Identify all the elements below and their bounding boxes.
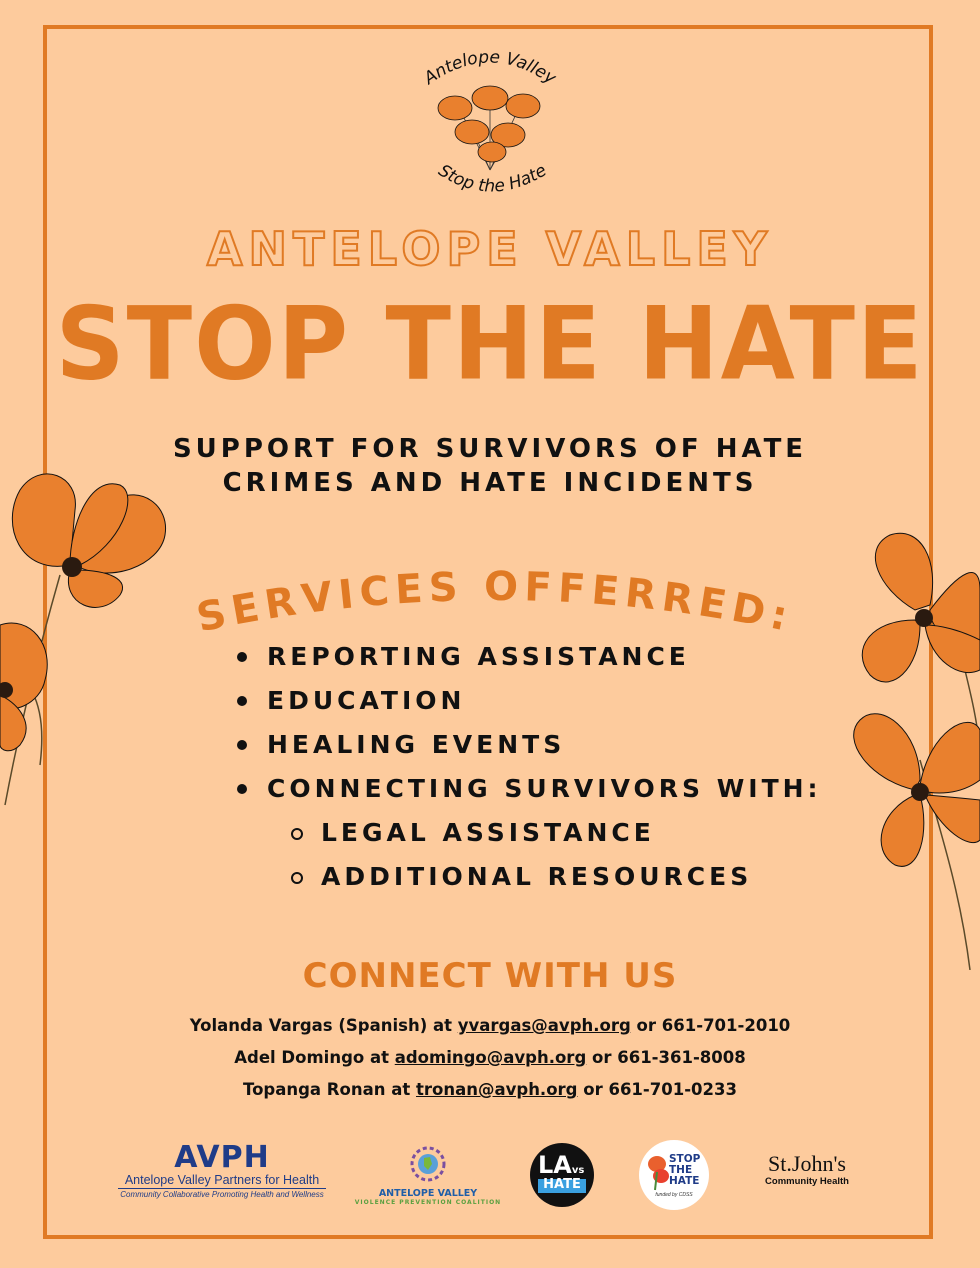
svg-text:Antelope Valley: [420, 47, 561, 89]
st-johns-name: St.John's: [768, 1151, 846, 1176]
heading-line2: STOP THE HATE: [55, 285, 925, 403]
list-item: HEALING EVENTS: [235, 728, 822, 772]
avvpc-sub: VIOLENCE PREVENTION COALITION: [354, 1199, 502, 1206]
tagline-line2: CRIMES AND HATE INCIDENTS: [222, 468, 758, 498]
avph-logo: [112, 1140, 332, 1205]
vs-text: vs: [571, 1165, 585, 1176]
connect-title: CONNECT WITH US: [302, 956, 678, 996]
la-text: LA: [538, 1151, 572, 1179]
bullet-icon: [237, 784, 247, 794]
list-item: REPORTING ASSISTANCE: [235, 640, 822, 684]
logo-bottom-text: Stop the Hate: [434, 160, 551, 197]
tagline-line1: SUPPORT FOR SURVIVORS OF HATE: [172, 434, 808, 464]
list-item: CONNECTING SURVIVORS WITH:: [235, 772, 822, 816]
coalition-ring-icon: [352, 1140, 504, 1184]
sth-line1: STOP: [669, 1153, 701, 1165]
email-link[interactable]: tronan@avph.org: [416, 1080, 578, 1099]
list-subitem: ADDITIONAL RESOURCES: [235, 860, 822, 904]
list-item: EDUCATION: [235, 684, 822, 728]
contact-line: Topanga Ronan at tronan@avph.org or 661-701-0233: [243, 1080, 737, 1099]
bullet-icon: [237, 652, 247, 662]
sth-funded: funded by CDSS: [655, 1192, 693, 1198]
logo-top-text: Antelope Valley: [420, 47, 560, 89]
poppy-bouquet-icon: [438, 86, 540, 170]
services-title: [175, 560, 815, 640]
poppy-right-icon: [820, 530, 980, 970]
email-link[interactable]: yvargas@avph.org: [457, 1016, 631, 1035]
poppy-mini-icon: [645, 1154, 671, 1192]
bullet-icon: [237, 696, 247, 706]
email-link[interactable]: adomingo@avph.org: [394, 1048, 587, 1067]
bullet-icon: [237, 740, 247, 750]
svg-text:SERVICES OFFERRED:: SERVICES OFFERRED:: [192, 563, 798, 640]
st-johns-sub: Community Health: [765, 1176, 849, 1187]
avph-tagline: Community Collaborative Promoting Health and Wellness: [120, 1190, 324, 1199]
heading-line1: ANTELOPE VALLEY: [206, 222, 774, 276]
sth-line2: THE: [669, 1164, 693, 1176]
sth-line3: HATE: [669, 1175, 700, 1187]
avph-name: AVPH: [174, 1140, 270, 1175]
avvpc-name: ANTELOPE VALLEY: [378, 1188, 478, 1199]
list-subitem: LEGAL ASSISTANCE: [235, 816, 822, 860]
contact-line: Yolanda Vargas (Spanish) at yvargas@avph.org or 661-701-2010: [189, 1016, 791, 1035]
hollow-bullet-icon: [291, 872, 303, 884]
avvpc-logo: [352, 1140, 504, 1210]
contact-line: Adel Domingo at adomingo@avph.org or 661-361-8008: [234, 1048, 746, 1067]
hate-text: HATE: [543, 1177, 581, 1192]
hollow-bullet-icon: [291, 828, 303, 840]
antelope-valley-stop-the-hate-logo: [400, 40, 580, 215]
st-johns-logo: [752, 1152, 862, 1202]
services-list: [235, 640, 822, 904]
stop-the-hate-badge-logo: [639, 1140, 709, 1210]
la-vs-hate-logo: [530, 1143, 594, 1207]
poppy-left-icon: [0, 465, 175, 815]
avph-full-name: Antelope Valley Partners for Health: [124, 1173, 320, 1187]
